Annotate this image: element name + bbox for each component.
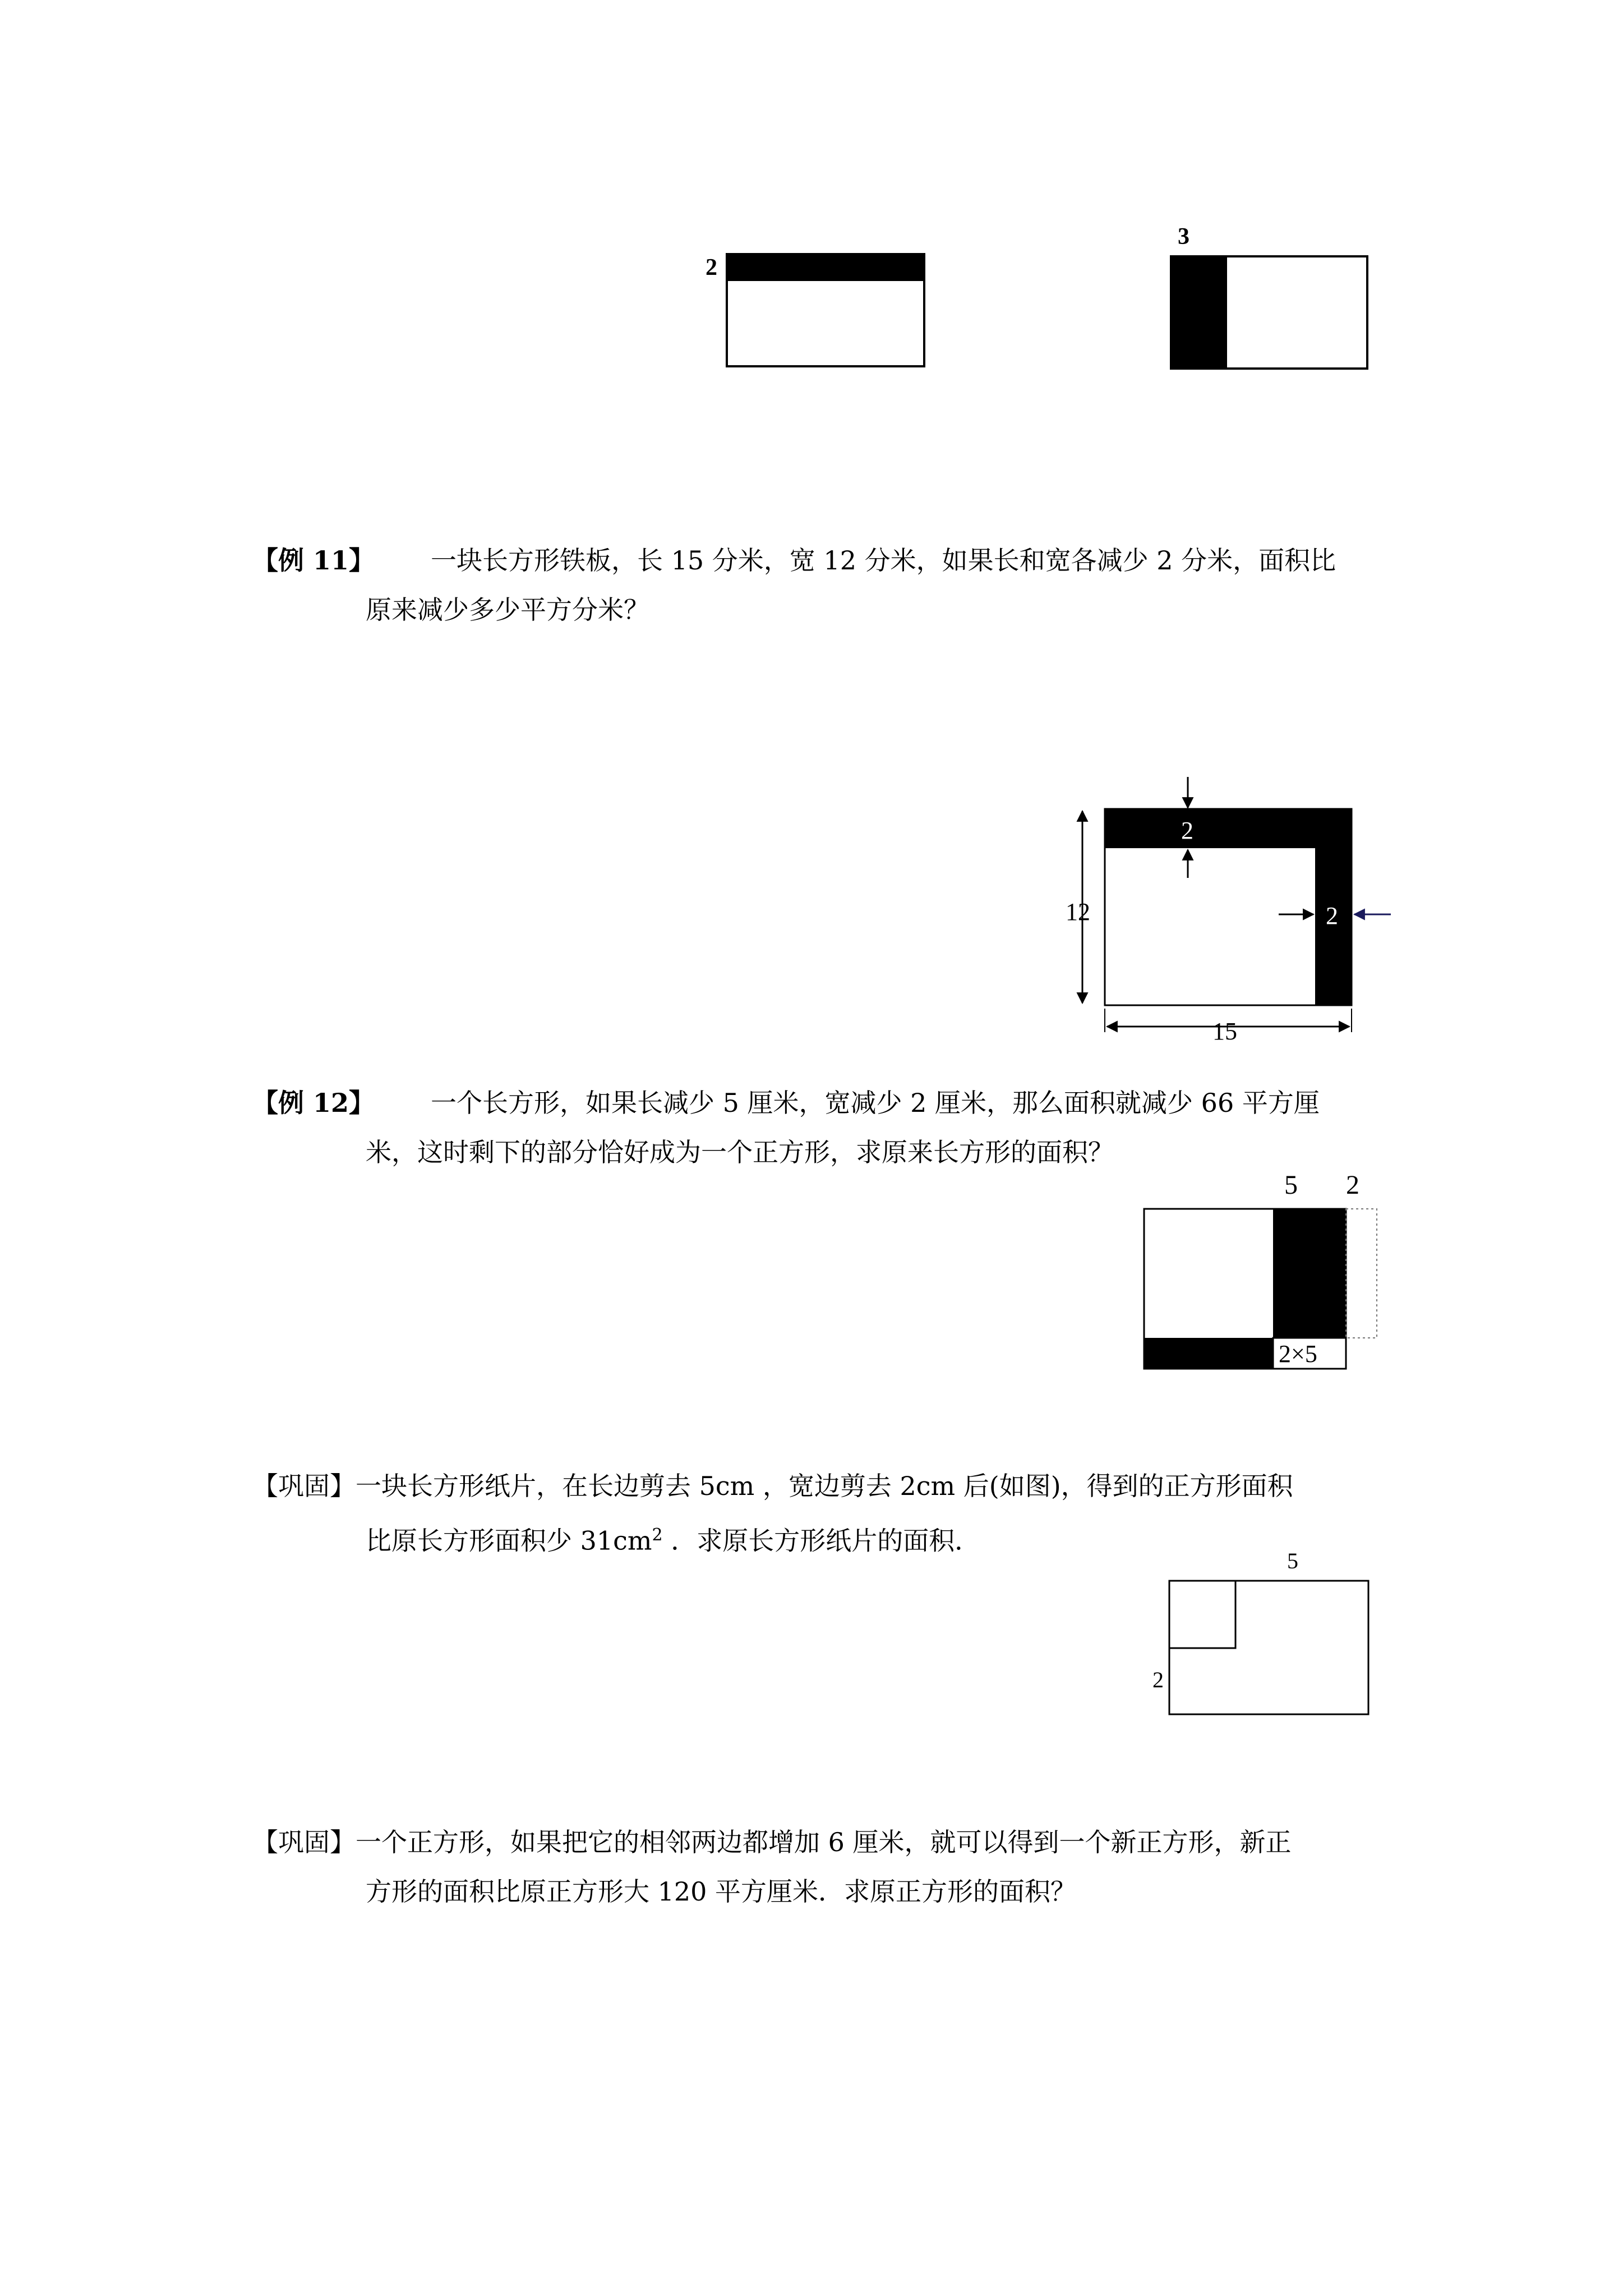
top-right-label: 3 bbox=[1178, 224, 1189, 250]
consolidation-2-tag: 【巩固】 bbox=[252, 1827, 356, 1857]
consolidation-1-line-1: 一块长方形纸片，在长边剪去 5cm ，宽边剪去 2cm 后(如图)，得到的正方形面积 bbox=[356, 1471, 1293, 1501]
top-left-figure bbox=[695, 241, 942, 376]
top-right-figure bbox=[1155, 222, 1380, 379]
consolidation-1-tag: 【巩固】 bbox=[252, 1471, 356, 1501]
example-12-label-5: 5 bbox=[1284, 1170, 1298, 1200]
consolidation-1-superscript: 2 bbox=[652, 1525, 663, 1545]
consolidation-1-line-2-pre: 比原长方形面积少 31cm bbox=[366, 1525, 652, 1556]
consolidation-2-problem bbox=[252, 1818, 1391, 1916]
example-11-line-2: 原来减少多少平方分米？ bbox=[366, 595, 649, 625]
example-11-top-label: 2 bbox=[1181, 817, 1193, 844]
consolidation-2-line-2: 方形的面积比原正方形大 120 平方厘米．求原正方形的面积？ bbox=[366, 1876, 1077, 1907]
example-12-figure bbox=[1127, 1167, 1391, 1374]
consolidation-1-label-5: 5 bbox=[1287, 1548, 1298, 1573]
example-12-problem bbox=[252, 1078, 1391, 1177]
consolidation-1-figure bbox=[1144, 1548, 1380, 1722]
top-left-label: 2 bbox=[706, 255, 717, 280]
example-12-label-2: 2 bbox=[1346, 1170, 1359, 1200]
example-11-width-label: 15 bbox=[1212, 1018, 1237, 1045]
consolidation-1-line-2-post: ．求原长方形纸片的面积． bbox=[662, 1525, 981, 1556]
consolidation-2-line-1: 一个正方形，如果把它的相邻两边都增加 6 厘米，就可以得到一个新正方形，新正 bbox=[356, 1827, 1292, 1857]
example-12-line-1: 一个长方形，如果长减少 5 厘米，宽减少 2 厘米，那么面积就减少 66 平方厘 bbox=[431, 1088, 1320, 1118]
example-12-line-2: 米，这时剩下的部分恰好成为一个正方形，求原来长方形的面积？ bbox=[366, 1137, 1114, 1167]
consolidation-1-label-2: 2 bbox=[1152, 1667, 1164, 1692]
example-12-corner-label: 2×5 bbox=[1279, 1340, 1317, 1368]
example-11-right-label: 2 bbox=[1326, 902, 1338, 930]
example-11-problem bbox=[252, 536, 1391, 634]
example-11-figure bbox=[1054, 769, 1402, 1049]
example-11-tag: 【例 11】 bbox=[252, 545, 375, 576]
example-11-height-label: 12 bbox=[1066, 898, 1090, 926]
example-11-line-1: 一块长方形铁板，长 15 分米，宽 12 分米，如果长和宽各减少 2 分米，面积比 bbox=[431, 545, 1336, 576]
example-12-tag: 【例 12】 bbox=[252, 1088, 375, 1118]
